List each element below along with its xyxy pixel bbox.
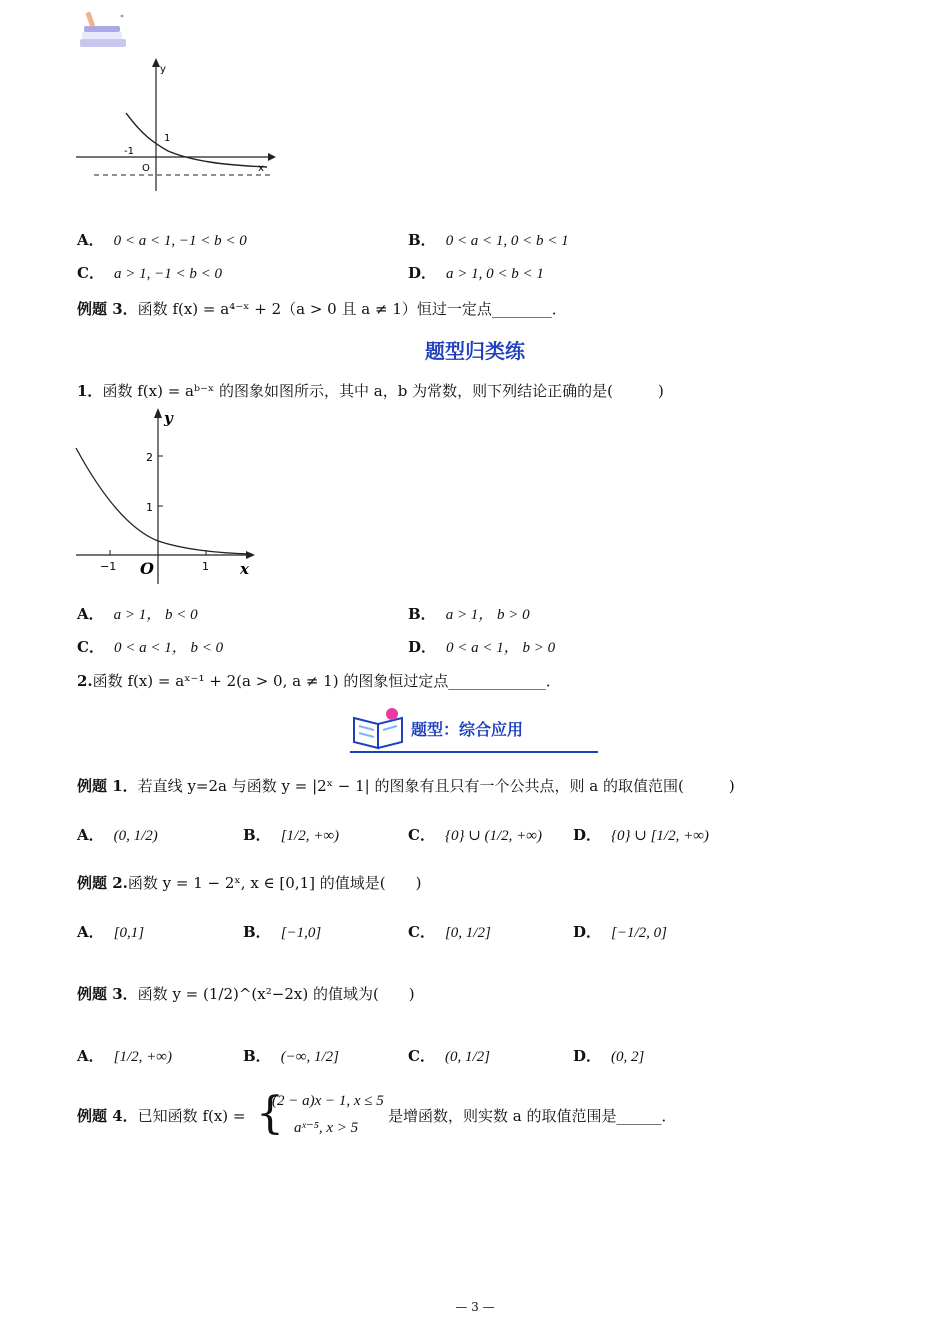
e1-option-b: B． [1/2, +∞): [243, 826, 340, 844]
graph1-x-label: x: [258, 163, 264, 174]
prev-option-a: A． 0 < a < 1, −1 < b < 0: [77, 231, 247, 249]
q1-option-d: D． 0 < a < 1， b > 0: [408, 638, 556, 656]
prev-option-d: D． a > 1, 0 < b < 1: [408, 264, 544, 282]
e1-option-d: D． {0} ∪ [1/2, +∞): [573, 826, 709, 844]
piecewise-case-1: (2 − a)x − 1, x ≤ 5: [272, 1093, 384, 1109]
e2-option-b: B． [−1,0]: [243, 923, 322, 941]
section-title: 题型归类练: [425, 339, 525, 363]
piecewise-brace: {: [256, 1088, 284, 1139]
graph2-tick-pos1: 1: [202, 560, 209, 573]
banner-title: 题型：综合应用: [411, 720, 524, 739]
e3-option-c: C． (0, 1/2]: [408, 1047, 490, 1065]
e3-option-d: D． (0, 2]: [573, 1047, 645, 1065]
graph2-x-label: x: [240, 560, 249, 578]
e2-option-c: C． [0, 1/2]: [408, 923, 491, 941]
e3-option-a: A． [1/2, +∞): [77, 1047, 172, 1065]
e1-option-c: C． {0} ∪ (1/2, +∞): [408, 826, 542, 844]
e2-option-d: D． [−1/2, 0]: [573, 923, 667, 941]
e3-option-b: B． (−∞, 1/2]: [243, 1047, 340, 1065]
exponential-graph-1: [72, 55, 282, 195]
exponential-graph-2: [72, 404, 262, 584]
example3-prev: 例题 3．函数 f(x) = a⁴⁻ˣ + 2（a > 0 且 a ≠ 1）恒过一定点________．: [77, 300, 567, 318]
e1-option-a: A． (0, 1/2): [77, 826, 158, 844]
example-2: 例题 2.函数 y = 1 − 2ˣ, x ∈ [0,1] 的值域是( ): [77, 874, 422, 892]
prev-option-b: B． 0 < a < 1, 0 < b < 1: [408, 231, 569, 249]
graph1-tick-one: 1: [164, 133, 171, 144]
q1-option-b: B． a > 1， b > 0: [408, 605, 530, 623]
graph2-tick-1: 1: [146, 501, 153, 514]
graph2-origin: O: [140, 559, 154, 578]
q1-option-c: C． 0 < a < 1， b < 0: [77, 638, 224, 656]
example-3: 例题 3．函数 y = (1/2)^(x²−2x) 的值域为( ): [77, 985, 415, 1003]
question-2: 2.函数 f(x) = aˣ⁻¹ + 2(a > 0, a ≠ 1) 的图象恒过定点_____________．: [77, 672, 561, 690]
book-banner-icon: [350, 706, 408, 750]
graph1-tick-neg-one: -1: [124, 146, 134, 157]
graph2-tick-neg1: −1: [100, 560, 117, 573]
example-4-tail: 是增函数，则实数 a 的取值范围是______．: [388, 1107, 677, 1125]
example-1: 例题 1．若直线 y=2a 与函数 y = |2ˣ − 1| 的图象有且只有一个公共点，则 a 的取值范围( ): [77, 777, 735, 795]
question-1: 1．函数 f(x) = aᵇ⁻ˣ 的图象如图所示，其中 a，b 为常数，则下列结论正确的是( ): [77, 382, 664, 400]
page-number: — 3 —: [455, 1300, 495, 1314]
graph2-tick-2: 2: [146, 451, 153, 464]
piecewise-case-2: aˣ⁻⁵, x > 5: [294, 1120, 359, 1136]
books-logo-icon: [78, 10, 130, 50]
prev-option-c: C． a > 1, −1 < b < 0: [77, 264, 222, 282]
e2-option-a: A． [0,1]: [77, 923, 145, 941]
banner-underline: [350, 751, 598, 753]
q1-option-a: A． a > 1， b < 0: [77, 605, 198, 623]
graph2-y-label: y: [164, 409, 173, 427]
graph1-y-label: y: [160, 64, 166, 75]
example-4: 例题 4．已知函数 f(x) =: [77, 1107, 246, 1125]
graph1-origin: O: [142, 163, 150, 174]
